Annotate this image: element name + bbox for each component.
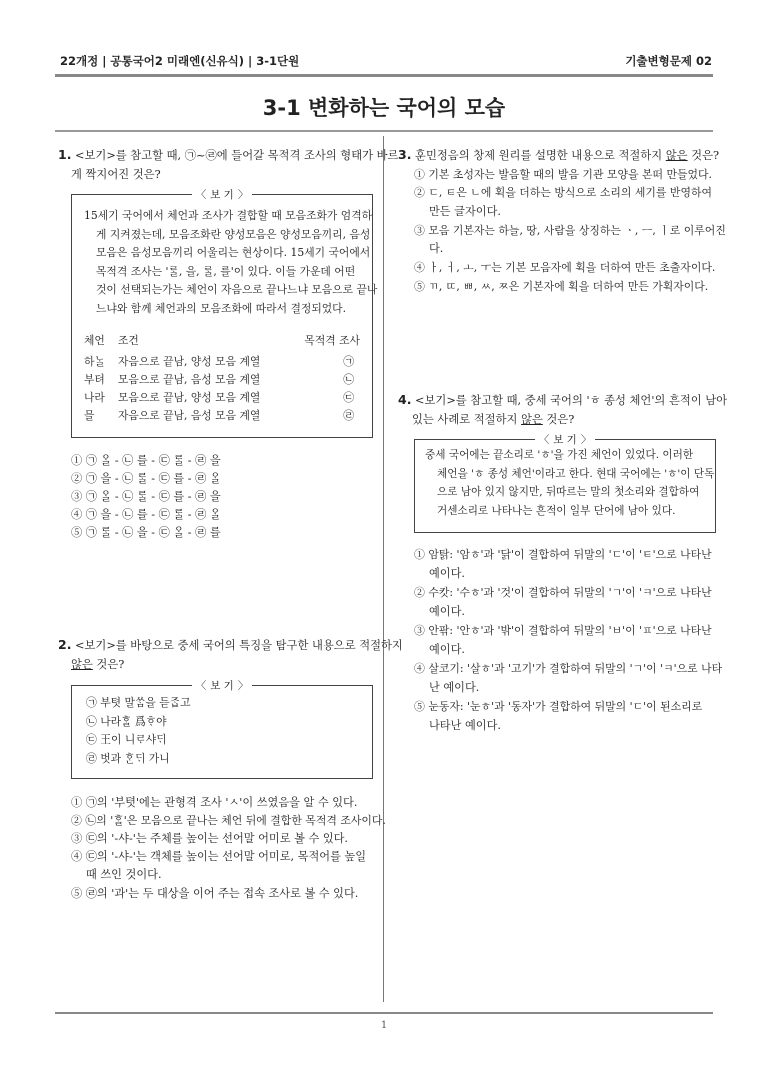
question-number: 1.: [58, 147, 72, 162]
question-stem: 훈민정음의 창제 원리를 설명한 내용으로 적절하지: [415, 149, 666, 162]
question-stem-cont: 있는 사례로 적절하지: [412, 412, 521, 426]
question-stem: <보기>를 바탕으로 중세 국어의 특징을 탐구한 내용으로 적절하지: [75, 639, 403, 652]
q4-choice-1-cont: 예이다.: [429, 567, 465, 580]
q4-choice-5-cont: 나타난 예이다.: [429, 719, 501, 732]
question-stem: <보기>를 참고할 때, ㉠~㉣에 들어갈 목적격 조사의 형태가 바르: [75, 149, 399, 162]
q2-choice-1[interactable]: ① ㉠의 '부텻'에는 관형격 조사 'ㅅ'이 쓰였음을 알 수 있다.: [71, 796, 358, 809]
q1-bogi-box: 〈 보 기 〉 15세기 국어에서 체언과 조사가 결합할 때 모음조화가 엄격하 게 지켜졌는데, 모음조화란 양성모음은 양성모음끼리, 음성 모음은 음성모음끼리 어울리는 현상이다. 15세기 국어에서 목적격 조사는 'ᄅᆞᆯ, 을, ᄅᆞᆯ, 를'이 있다. 이들 가운데 어떤 것이 선택되는가는 체언이 자음으로 끝나느냐 모음으로 끝나 느냐와 함께 체언과의 모음조화에 따라서 결정되었다. 체언 조건 목적격 조사 하ᄂᆞᆯ 자음으로 끝남, 양성 모음 계열 ㉠ 부텨 모음으로 끝남, 음성 모음 계열 ㉡ 나라 모음으로 끝남, 양성 모음 계열 ㉢ 믈 자음으로 끝남, 음성 모음 계열 ㉣: [71, 194, 373, 438]
header-left: 22개정 | 공통국어2 미래엔(신유식) | 3-1단원: [60, 54, 300, 68]
question-3: [398, 146, 718, 166]
q2-choice-4[interactable]: ④ ㉢의 '-샤-'는 객체를 높이는 선어말 어미로, 목적어를 높일: [71, 850, 367, 863]
question-stem-cont: 것은?: [92, 657, 125, 671]
question-stem-cont: 게 짝지어진 것은?: [71, 167, 161, 181]
column-divider: [383, 136, 384, 1002]
table-header-col1: 체언: [84, 334, 105, 347]
table-cell: 나라: [84, 391, 105, 404]
question-number: 2.: [58, 637, 72, 652]
question-stem-end: 것은?: [687, 149, 720, 162]
box-line: 거센소리로 나타나는 흔적이 일부 단어에 남아 있다.: [437, 504, 676, 517]
q3-choice-5[interactable]: ⑤ ㄲ, ㄸ, ㅃ, ㅆ, ㅉ은 기본자에 획을 더하여 만든 가획자이다.: [414, 280, 709, 293]
box-line: 목적격 조사는 'ᄅᆞᆯ, 을, ᄅᆞᆯ, 를'이 있다. 이들 가운데 어떤: [96, 264, 356, 278]
table-cell: 자음으로 끝남, 양성 모음 계열: [118, 355, 261, 368]
q4-choice-2[interactable]: ② 수캇: '수ㅎ'과 '것'이 결합하여 뒤말의 'ㄱ'이 'ㅋ'으로 나타난: [414, 586, 712, 599]
q3-choice-2[interactable]: ② ㄷ, ㅌ은 ㄴ에 획을 더하는 방식으로 소리의 세기를 반영하여: [414, 186, 712, 199]
q4-choice-3[interactable]: ③ 안팎: '안ㅎ'과 '밖'이 결합하여 뒤말의 'ㅂ'이 'ㅍ'으로 나타난: [414, 624, 712, 637]
q3-choice-1[interactable]: ① 기본 초성자는 발음할 때의 발음 기관 모양을 본떠 만들었다.: [414, 168, 712, 181]
table-cell: ㉢: [343, 391, 354, 404]
table-cell: 모음으로 끝남, 음성 모음 계열: [118, 373, 261, 386]
table-cell: 하ᄂᆞᆯ: [84, 355, 105, 368]
q4-choice-1[interactable]: ① 암탉: '암ㅎ'과 '닭'이 결합하여 뒤말의 'ㄷ'이 'ㅌ'으로 나타난: [414, 548, 712, 561]
box-line: 중세 국어에는 끝소리로 'ㅎ'을 가진 체언이 있었다. 이러한: [425, 449, 694, 461]
table-header-col2: 조건: [118, 334, 139, 347]
box-label: 보 기: [206, 680, 238, 692]
question-number: 4.: [398, 392, 412, 407]
title-divider: [55, 130, 713, 132]
q4-choice-4[interactable]: ④ 살코기: '살ㅎ'과 '고기'가 결합하여 뒤말의 'ㄱ'이 'ㅋ'으로 나타: [414, 662, 723, 675]
page-title: 3-1 변화하는 국어의 모습: [262, 96, 506, 120]
table-cell: 자음으로 끝남, 음성 모음 계열: [118, 409, 261, 422]
q1-choice-2[interactable]: ② ㉠ 을 - ㉡ ᄅᆞᆯ - ㉢ 를 - ㉣ ᄋᆞᆯ: [71, 472, 221, 485]
question-stem: <보기>를 참고할 때, 중세 국어의 'ㅎ 종성 체언'의 흔적이 남아: [415, 394, 728, 407]
header-divider: [55, 74, 713, 77]
question-2: [58, 636, 403, 674]
q2-bogi-box: 〈 보 기 〉 ㉠ 부텻 말ᄊᆞᆷ을 듣ᄌᆞᆸ고 ㉡ 나라ᄒᆞᆯ 爲ᄒᆞ야 ㉢ 王이 니ᄅᆞ샤ᄃᆡ ㉣ 벗과 ᄒᆞᆫᄃᆡ 가니: [71, 685, 373, 779]
underlined-word: 않은: [521, 412, 543, 426]
box-line: ㉣ 벗과 ᄒᆞᆫᄃᆡ 가니: [86, 751, 170, 765]
footer-divider: [55, 1012, 713, 1014]
q3-choice-3[interactable]: ③ 모음 기본자는 하늘, 땅, 사람을 상징하는 ㆍ, ㅡ, ㅣ로 이루어진: [414, 224, 726, 237]
box-line: 게 지켜졌는데, 모음조화란 양성모음은 양성모음끼리, 음성: [96, 227, 371, 241]
q2-choice-5[interactable]: ⑤ ㉣의 '과'는 두 대상을 이어 주는 접속 조사로 볼 수 있다.: [71, 887, 359, 900]
box-line: 모음은 음성모음끼리 어울리는 현상이다. 15세기 국어에서: [96, 246, 371, 259]
table-cell: 믈: [84, 409, 95, 422]
table-cell: 모음으로 끝남, 양성 모음 계열: [118, 391, 261, 404]
q4-choice-5[interactable]: ⑤ 눈동자: '눈ㅎ'과 '동자'가 결합하여 뒤말의 'ㄷ'이 된소리로: [414, 700, 703, 713]
question-number: 3.: [398, 147, 412, 162]
box-line: ㉡ 나라ᄒᆞᆯ 爲ᄒᆞ야: [86, 714, 167, 728]
q2-choice-2[interactable]: ② ㉡의 'ᄒᆞᆯ'은 모음으로 끝나는 체언 뒤에 결합한 목적격 조사이다.: [71, 814, 386, 827]
question-4: [398, 391, 728, 429]
underlined-word: 않은: [665, 149, 688, 162]
q1-choice-1[interactable]: ① ㉠ ᄋᆞᆯ - ㉡ 를 - ㉢ ᄅᆞᆯ - ㉣ 을: [71, 454, 221, 467]
box-label: 보 기: [549, 434, 581, 446]
table-cell: ㉣: [343, 409, 354, 422]
underlined-word: 않은: [71, 657, 93, 671]
header-right: 기출변형문제 02: [625, 54, 712, 68]
box-label: 보 기: [206, 189, 238, 201]
table-cell: 부텨: [84, 373, 105, 386]
q1-condition-table: [84, 333, 360, 428]
q4-choice-4-cont: 난 예이다.: [429, 681, 480, 694]
q1-choice-5[interactable]: ⑤ ㉠ ᄅᆞᆯ - ㉡ 을 - ㉢ ᄋᆞᆯ - ㉣ 를: [71, 526, 221, 539]
q3-choice-3-cont: 다.: [429, 242, 444, 255]
box-line: 체언을 'ㅎ 종성 체언'이라고 한다. 현대 국어에는 'ㅎ'이 단독: [437, 467, 715, 480]
q2-choice-4-cont: 때 쓰인 것이다.: [86, 868, 162, 881]
q1-choice-4[interactable]: ④ ㉠ 을 - ㉡ 를 - ㉢ ᄅᆞᆯ - ㉣ ᄋᆞᆯ: [71, 508, 221, 521]
q4-choice-2-cont: 예이다.: [429, 605, 465, 618]
box-line: 으로 남아 있지 않지만, 뒤따르는 말의 첫소리와 결합하여: [437, 486, 700, 498]
q4-choice-3-cont: 예이다.: [429, 643, 465, 656]
q3-choice-4[interactable]: ④ ㅏ, ㅓ, ㅗ, ㅜ는 기본 모음자에 획을 더하여 만든 초출자이다.: [414, 261, 716, 274]
box-line: 느냐와 함께 체언과의 모음조화에 따라서 결정되었다.: [96, 301, 347, 315]
q4-bogi-box: 〈 보 기 〉 중세 국어에는 끝소리로 'ㅎ'을 가진 체언이 있었다. 이러한 체언을 'ㅎ 종성 체언'이라고 한다. 현대 국어에는 'ㅎ'이 단독 으로 남아 있지 않지만, 뒤따르는 말의 첫소리와 결합하여 거센소리로 나타나는 흔적이 일부 단어에 남아 있다.: [414, 439, 716, 533]
question-stem-end: 것은?: [542, 412, 575, 426]
table-cell: ㉡: [343, 373, 354, 386]
q3-choice-2-cont: 만든 글자이다.: [429, 205, 501, 218]
question-1: [58, 146, 399, 184]
box-line: 15세기 국어에서 체언과 조사가 결합할 때 모음조화가 엄격하: [84, 209, 373, 222]
box-line: ㉠ 부텻 말ᄊᆞᆷ을 듣ᄌᆞᆸ고: [86, 696, 191, 709]
table-cell: ㉠: [343, 355, 354, 368]
q2-choice-3[interactable]: ③ ㉢의 '-샤-'는 주체를 높이는 선어말 어미로 볼 수 있다.: [71, 832, 348, 845]
box-line: ㉢ 王이 니ᄅᆞ샤ᄃᆡ: [86, 733, 167, 746]
page-number: 1: [380, 1020, 388, 1031]
table-header-col3: 목적격 조사: [304, 334, 360, 347]
box-line: 것이 선택되는가는 체언이 자음으로 끝나느냐 모음으로 끝나: [96, 283, 378, 296]
q1-choice-3[interactable]: ③ ㉠ ᄋᆞᆯ - ㉡ ᄅᆞᆯ - ㉢ 를 - ㉣ 을: [71, 490, 221, 503]
